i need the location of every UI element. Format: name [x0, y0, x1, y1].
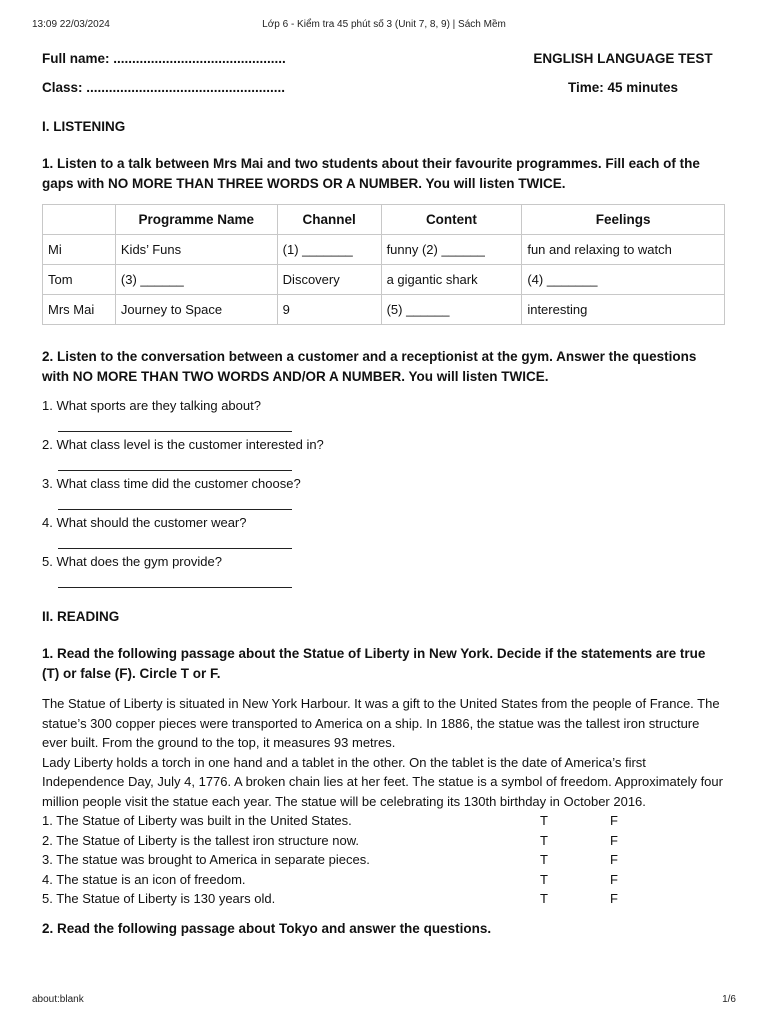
- question: 2. What class level is the customer interested in?: [42, 437, 324, 452]
- table-cell: Discovery: [277, 265, 381, 295]
- false-option[interactable]: F: [610, 813, 618, 828]
- name-title-row: [42, 44, 725, 73]
- true-false-list: [42, 811, 725, 909]
- statement-text: 3. The statue was brought to America in separate pieces.: [42, 852, 370, 867]
- question: 4. What should the customer wear?: [42, 515, 247, 530]
- reading-heading: II. READING: [42, 609, 120, 624]
- listening-task-1: 1. Listen to a talk between Mrs Mai and two students about their favourite programmes. Fill each of the gaps with NO MORE THAN THREE WORDS OR A NUMBER. You will listen TWICE.: [42, 156, 700, 191]
- full-name-field: Full name: ..............................................: [42, 51, 286, 66]
- statement-text: 4. The statue is an icon of freedom.: [42, 871, 246, 887]
- table-cell: funny (2) ______: [381, 235, 522, 265]
- question: 1. What sports are they talking about?: [42, 398, 261, 413]
- test-title: ENGLISH LANGUAGE TEST: [533, 51, 713, 66]
- false-option[interactable]: F: [610, 871, 618, 887]
- table-header-cell: [43, 205, 116, 235]
- table-cell: 9: [277, 295, 381, 325]
- test-time: Time: 45 minutes: [567, 80, 679, 95]
- true-option[interactable]: T: [540, 871, 548, 887]
- table-header-cell: Feelings: [522, 205, 725, 235]
- table-cell: (4) _______: [522, 265, 725, 295]
- table-row: [43, 265, 725, 295]
- print-url: about:blank: [32, 994, 84, 1005]
- table-header-cell: Programme Name: [115, 205, 277, 235]
- question: 3. What class time did the customer choose?: [42, 476, 301, 491]
- statement-row: [42, 889, 725, 909]
- table-header-row: [43, 205, 725, 235]
- print-datetime: 13:09 22/03/2024: [32, 19, 110, 30]
- reading-task-2: 2. Read the following passage about Tokyo and answer the questions.: [42, 920, 492, 936]
- table-cell: Mrs Mai: [43, 295, 116, 325]
- table-cell: (1) _______: [277, 235, 381, 265]
- statement-row: [42, 870, 725, 890]
- table-cell: fun and relaxing to watch: [522, 235, 725, 265]
- programme-table: [42, 204, 725, 325]
- answer-line[interactable]: [58, 493, 292, 510]
- table-header-cell: Channel: [277, 205, 381, 235]
- table-cell: interesting: [522, 295, 725, 325]
- print-doc-title: Lớp 6 - Kiểm tra 45 phút số 3 (Unit 7, 8, 9) | Sách Mềm: [262, 19, 506, 30]
- table-cell: (3) ______: [115, 265, 277, 295]
- answer-line[interactable]: [58, 532, 292, 549]
- false-option[interactable]: F: [610, 852, 618, 867]
- table-row: [43, 295, 725, 325]
- class-field: Class: .....................................................: [42, 80, 286, 95]
- statement-text: 5. The Statue of Liberty is 130 years old.: [42, 891, 276, 906]
- statement-row: [42, 850, 725, 870]
- question-list: [42, 397, 725, 588]
- passage-paragraph: Lady Liberty holds a torch in one hand and a tablet in the other. On the tablet is the date of America’s first Independence Day, July 4, 1776. A broken chain lies at her feet. The statue is a symbol of freedom. Approximately four million people visit the statue each year. The statue will be celebrating its 130th birthday in October 2016.: [42, 754, 723, 809]
- table-cell: Mi: [43, 235, 116, 265]
- answer-line[interactable]: [58, 415, 292, 432]
- true-option[interactable]: T: [540, 813, 548, 828]
- statement-row: [42, 811, 725, 831]
- true-option[interactable]: T: [540, 832, 548, 848]
- answer-line[interactable]: [58, 571, 292, 588]
- table-cell: Tom: [43, 265, 116, 295]
- statement-text: 2. The Statue of Liberty is the tallest iron structure now.: [42, 832, 359, 848]
- statement-row: [42, 831, 725, 851]
- true-option[interactable]: T: [540, 852, 548, 867]
- page-number: 1/6: [722, 994, 736, 1005]
- table-cell: a gigantic shark: [381, 265, 522, 295]
- table-row: [43, 235, 725, 265]
- listening-heading: I. LISTENING: [42, 119, 126, 134]
- table-cell: (5) ______: [381, 295, 522, 325]
- class-time-row: [42, 73, 725, 102]
- reading-task-1: 1. Read the following passage about the Statue of Liberty in New York. Decide if the statements are true (T) or false (F). Circle T or F.: [42, 646, 706, 681]
- test-page: [42, 44, 725, 949]
- statement-text: 1. The Statue of Liberty was built in the United States.: [42, 813, 352, 828]
- passage-paragraph: The Statue of Liberty is situated in New York Harbour. It was a gift to the United States from the people of France. The statue’s 300 copper pieces were transported to America on a ship. In 1886, the statue was the tallest iron structure ever built. From the ground to the top, it measures 93 metres.: [42, 696, 720, 750]
- false-option[interactable]: F: [610, 832, 618, 848]
- table-cell: Journey to Space: [115, 295, 277, 325]
- listening-task-2: 2. Listen to the conversation between a customer and a receptionist at the gym. Answer the questions with NO MORE THAN TWO WORDS AND/OR A NUMBER. You will listen TWICE.: [42, 349, 697, 384]
- false-option[interactable]: F: [610, 891, 618, 906]
- table-header-cell: Content: [381, 205, 522, 235]
- true-option[interactable]: T: [540, 891, 548, 906]
- question: 5. What does the gym provide?: [42, 554, 222, 569]
- answer-line[interactable]: [58, 454, 292, 471]
- table-cell: Kids’ Funs: [115, 235, 277, 265]
